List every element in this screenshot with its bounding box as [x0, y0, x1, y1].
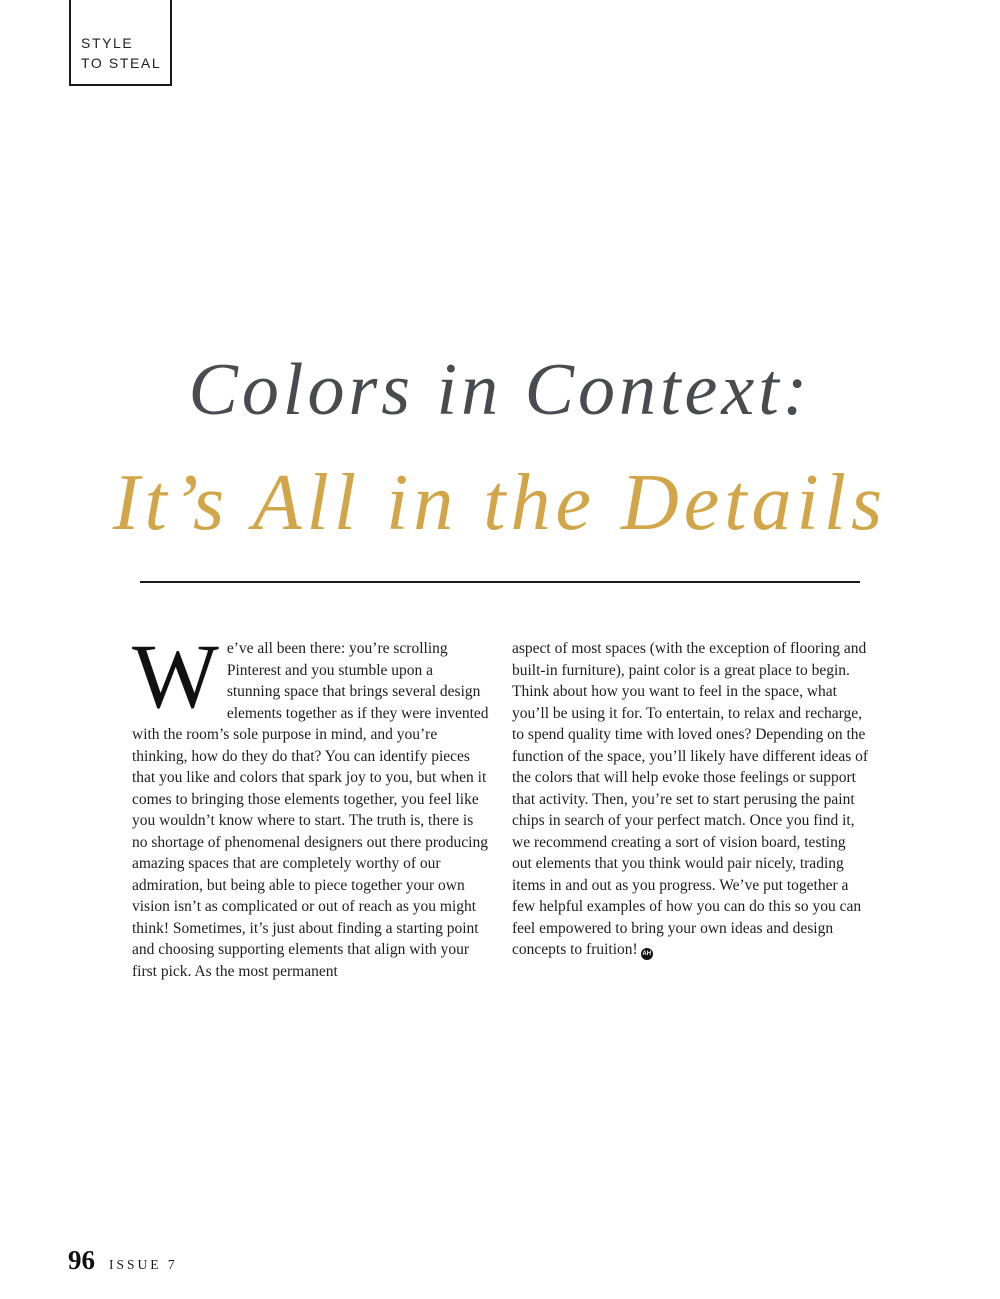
style-to-steal-badge	[69, 0, 172, 86]
drop-cap: W	[132, 625, 219, 727]
issue-label: ISSUE 7	[109, 1257, 178, 1272]
article-column-right	[512, 638, 869, 961]
end-of-article-monogram-icon: AH	[641, 948, 653, 960]
headline-script-line-1: Colors in Context:	[188, 349, 812, 431]
badge-line-2: TO STEAL	[81, 55, 162, 71]
headline-divider-rule	[140, 581, 860, 583]
page-number: 96	[68, 1245, 95, 1275]
badge-line-1: STYLE	[81, 35, 134, 51]
page-footer	[68, 1245, 178, 1276]
article-text-right: aspect of most spaces (with the exception of flooring and built-in furniture), paint color is a great place to begin. Think about how you want to feel in the space, what you’ll be using it for. To entertain, to relax and recharge, to spend quality time with loved ones? Depending on the function of the space, you’ll likely have different ideas of the colors that will help evoke those feelings or support that activity. Then, you’re set to start perusing the paint chips in search of your perfect match. Once you find it, we recommend creating a sort of vision board, testing out elements that you think would pair nicely, trading items in and out as you progress. We’ve put together a few helpful examples of how you can do this so you can feel empowered to bring your own ideas and design concepts to fruition!	[512, 640, 869, 958]
article-text-left: e’ve all been there: you’re scrolling Pinterest and you stumble upon a stunning space that brings several design elements together as if they were invented with the room’s sole purpose in mind, and you’re thinking, how do they do that? You can identify pieces that you like and colors that spark joy to you, but when it comes to bringing those elements together, you feel like you wouldn’t know where to start. The truth is, there is no shortage of phenomenal designers out there producing amazing spaces that are completely worthy of our admiration, but being able to piece together your own vision isn’t as complicated or out of reach as you might think! Sometimes, it’s just about finding a starting point and choosing supporting elements that align with your first pick. As the most permanent	[132, 640, 489, 980]
headline-script-line-2: It’s All in the Details	[112, 459, 888, 547]
article-column-left	[132, 625, 490, 982]
